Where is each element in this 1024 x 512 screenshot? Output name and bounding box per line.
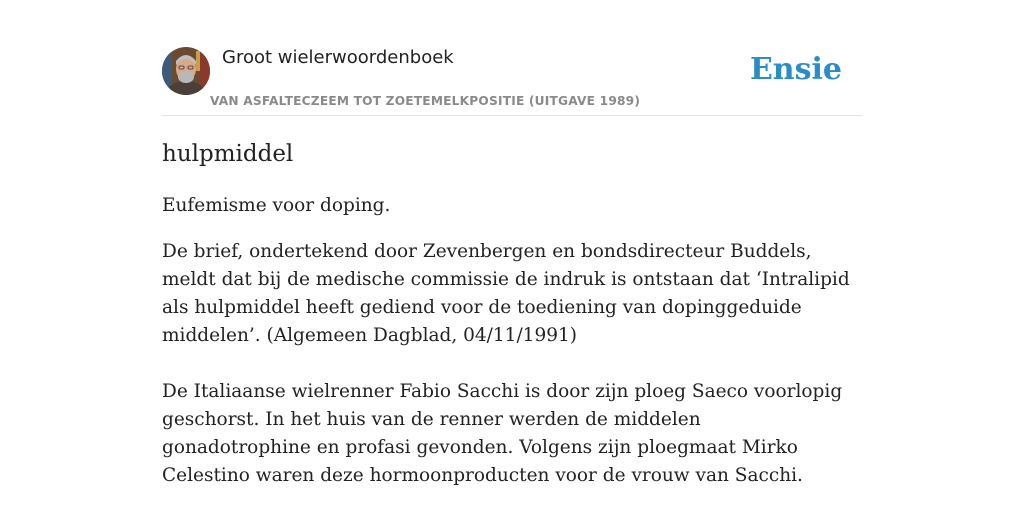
entry-headword: hulpmiddel (162, 141, 294, 167)
book-subtitle: VAN ASFALTECZEEM TOT ZOETEMELKPOSITIE (UITGAVE 1989) (210, 94, 641, 108)
entry-quote: De brief, ondertekend door Zevenbergen en bondsdirecteur Buddels, meldt dat bij de medische commissie de indruk is ontstaan dat ‘Intralipid als hulpmiddel heeft gediend voor de toediening van dopinggeduide middelen’. (Algemeen Dagblad, 04/11/1991) (162, 241, 850, 346)
book-title[interactable]: Groot wielerwoordenboek (222, 47, 454, 68)
author-portrait-icon (162, 47, 210, 95)
author-avatar[interactable] (162, 47, 210, 95)
header-divider (162, 115, 862, 116)
entry-content (162, 138, 852, 490)
entry-quote: De Italiaanse wielrenner Fabio Sacchi is door zijn ploeg Saeco voorlopig geschorst. In het huis van de renner werden de middelen gonadotrophine en profasi gevonden. Volgens zijn ploegmaat Mirko Celestino waren deze hormoonproducten voor de vrouw van Sacchi. (162, 381, 843, 486)
entry-definition: Eufemisme voor doping. (162, 195, 391, 216)
brand-logo[interactable]: Ensie (749, 52, 842, 87)
